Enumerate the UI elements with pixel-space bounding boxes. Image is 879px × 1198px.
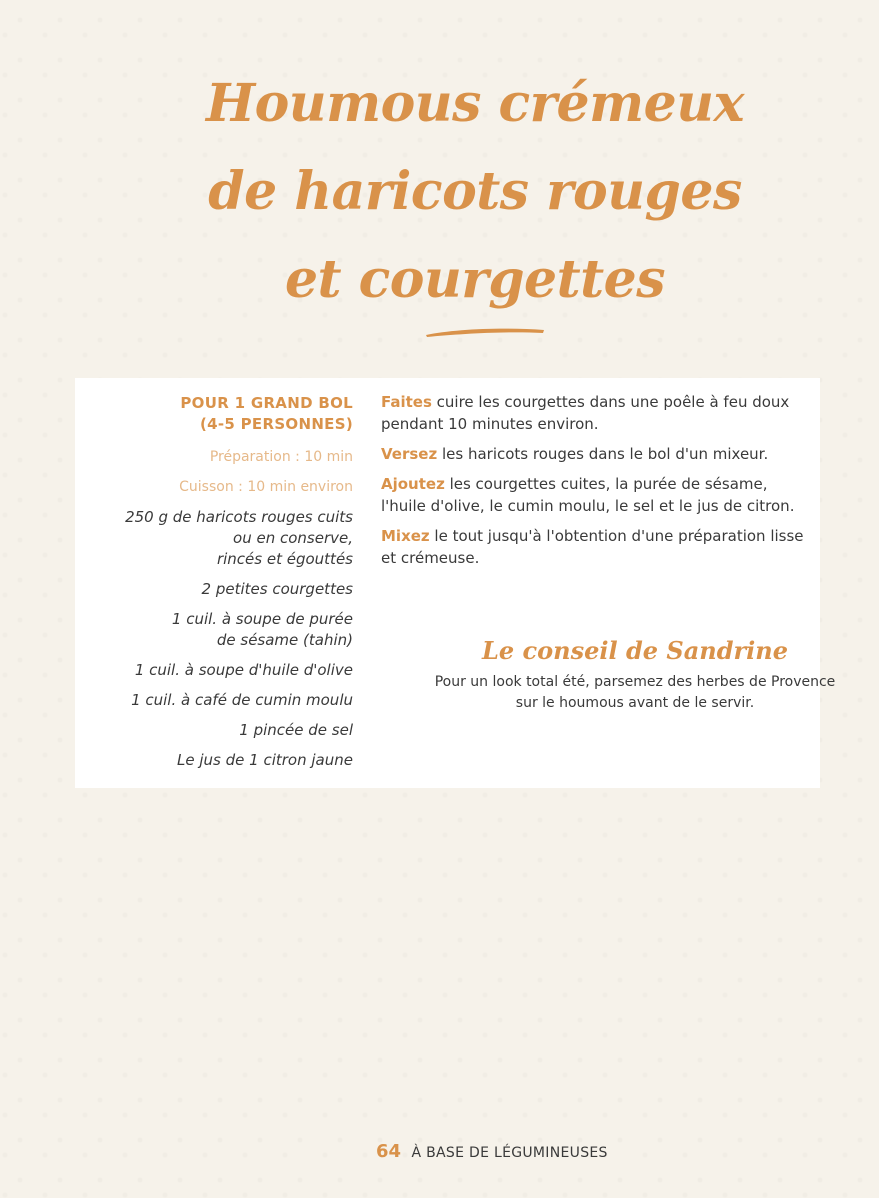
ingredient-line: Le jus de 1 citron jaune [177,751,353,769]
title-line: et courgettes [284,249,666,310]
serving-line: (4-5 PERSONNES) [199,415,353,433]
step-verb: Faites [381,393,432,411]
brush-stroke-divider [424,326,546,338]
ingredient-item [95,720,353,741]
chef-tip [400,636,870,714]
tip-text [400,672,870,714]
ingredient-line: 1 cuil. à café de cumin moulu [131,691,353,709]
tip-line: sur le houmous avant de le servir. [515,695,755,711]
ingredient-line: ou en conserve, [233,529,353,547]
ingredients-column [95,393,353,780]
serving-size [95,393,353,435]
step-text: les courgettes cuites, la purée de sésame, l'huile d'olive, le cumin moulu, le sel et le jus de citron. [381,475,795,515]
instruction-step [381,525,813,569]
page-footer [376,1141,676,1164]
section-name: À BASE DE LÉGUMINEUSES [411,1145,608,1161]
page-number: 64 [376,1141,402,1162]
ingredient-item [95,690,353,711]
ingredient-item [95,579,353,600]
ingredient-item [95,609,353,651]
step-verb: Versez [381,445,438,463]
tip-line: Pour un look total été, parsemez des herbes de Provence [434,674,836,690]
instruction-step [381,473,813,517]
serving-line: POUR 1 GRAND BOL [180,394,353,412]
ingredient-line: 1 cuil. à soupe de purée [171,610,353,628]
ingredient-line: de sésame (tahin) [216,631,353,649]
tip-title: Le conseil de Sandrine [482,636,788,665]
ingredient-line: 2 petites courgettes [201,580,353,598]
step-text: le tout jusqu'à l'obtention d'une préparation lisse et crémeuse. [381,527,804,567]
step-text: les haricots rouges dans le bol d'un mixeur. [437,445,769,463]
instruction-step [381,391,813,435]
title-line: Houmous crémeux [205,73,745,134]
ingredient-item [95,507,353,570]
ingredient-item [95,660,353,681]
ingredient-line: 250 g de haricots rouges cuits [125,508,353,526]
cooking-time: Cuisson : 10 min environ [179,479,353,495]
ingredient-line: 1 pincée de sel [239,721,353,739]
step-text: cuire les courgettes dans une poêle à feu doux pendant 10 minutes environ. [381,393,790,433]
step-verb: Mixez [381,527,430,545]
instructions-column [381,391,813,577]
title-line: de haricots rouges [208,161,742,222]
ingredient-item [95,750,353,771]
ingredient-line: 1 cuil. à soupe d'huile d'olive [134,661,353,679]
ingredient-line: rincés et égouttés [216,550,353,568]
instruction-step [381,443,813,465]
recipe-title [150,60,800,324]
preparation-time: Préparation : 10 min [209,449,353,465]
step-verb: Ajoutez [381,475,445,493]
